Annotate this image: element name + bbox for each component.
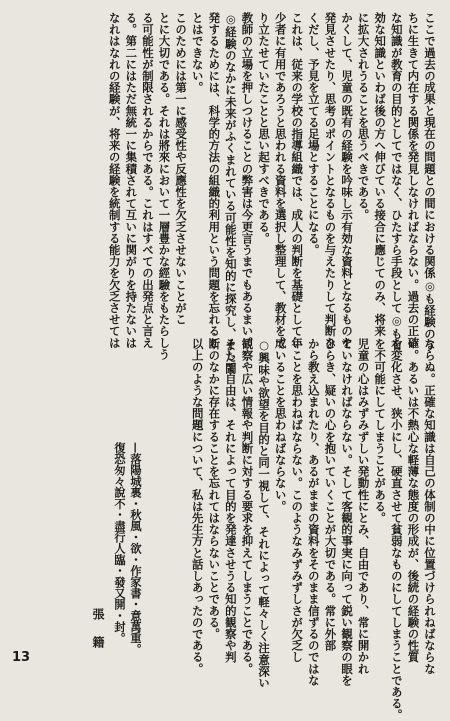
text-line: から教え込まれたり、あるがままの資料をそのまま信ずるのではな	[306, 338, 321, 686]
page-number: 13	[12, 650, 31, 665]
text-line: 断のなかに存在することを忘れてはならないことである。	[207, 338, 222, 640]
text-line: いことを思わねばならない。このようなみずみずしさが欠乏し	[290, 338, 305, 663]
bottom-text-block	[189, 338, 438, 721]
text-line: とはできない。	[190, 12, 205, 94]
poem-block	[112, 442, 144, 655]
text-line: る。第二にはただ無統一に集積されて互いに関がりを持たないは	[124, 12, 139, 349]
text-line: を変化させ、狭小にし、硬直させて貧弱なものにしてしまうことである。	[389, 338, 404, 721]
text-line: 児童の心はみずみずしい発動性にとみ、自由であり、常に開かれ	[356, 338, 371, 675]
text-line: このためには第一に感受性や反應性を欠乏させないことがこ	[174, 12, 189, 326]
text-line: 発見させたり、思考のポイントとなるものを与えたりして判断を	[323, 12, 338, 349]
poem-line: —落陽城裏・秋風・欲・作家書・意萬重。	[129, 442, 143, 655]
text-line: ◎経験のなかに未来がふくまれている可能性を知的に探究し、また閾	[223, 12, 238, 375]
text-line: 効な知識といわば後の方へ伸びている接合に應じてのみ、将来	[373, 12, 388, 337]
text-line: ならぬ。正確な知識は自己の体制の中に位置づけられねばならな	[423, 338, 437, 675]
poem-line: 復恐匆々說不・盡行人臨・發又開・封。	[113, 442, 127, 644]
poem-author: 張 籍	[91, 608, 105, 655]
text-line: そして自由は、それによって目的を発達させうる知的観察や判	[223, 338, 238, 663]
text-line: ここで過去の成果と現在の問題との間における関係◎も経験のう	[423, 12, 437, 351]
top-text-block	[106, 12, 438, 375]
text-line: 観察や広い情報や判断に対する要求を抑えてしまうことである。	[240, 338, 255, 675]
text-line: ○興味や欲望を目的と同一視して、それによって軽々しく注意深い	[257, 338, 272, 689]
text-line: り立たせていたことと思い起すべきである。	[257, 12, 272, 244]
text-line: とに大切である。それは將來において一層豊かな經驗をもたらしう	[157, 12, 172, 360]
text-line: ていることを思わねばならない。	[273, 338, 288, 512]
text-line: な知識が教育の目的としてではなく、ひたすら手段として◎も有	[389, 12, 404, 351]
text-line: 少者に有用であろうと思われる資料を選択し整理して、教材を成	[273, 12, 288, 349]
text-line: 発するためには、科学的方法の組織的利用という問題を忘れるこ	[207, 12, 222, 349]
text-line: ひらき、疑いの心を抱いていくことが大切である。常に外部	[323, 338, 338, 652]
text-line: い。あるいは不熱心な軽薄な態度の形成が、後続の経験の性質	[406, 338, 421, 663]
text-line: くだし、予見を立てる足場とすることになる。	[306, 12, 321, 256]
text-line: かくして、児童の既有の経験を吟味し示有効な資料となるものを	[340, 12, 355, 349]
text-line: に拡大されうることを思うべきである。	[356, 12, 371, 221]
text-line: なれはなれの経験が、将来の経験を統制する能力を欠乏させては	[107, 12, 122, 349]
text-line: ていなければならない。そして客観的事実に向って鋭い観察の眼を	[340, 338, 355, 686]
text-line: 以上のような問題について、私は先生方と話しあったのである。	[190, 338, 205, 675]
text-line: 教師の立場を押しつけることの弊害は今更言うまでもあるまい。	[240, 12, 255, 349]
text-line: を不可能にしてしまうことがある。	[373, 338, 388, 524]
text-line: る可能性が制限されるからである。これはすべての出発点と言え	[140, 12, 155, 349]
text-line: これは、従来の学校の指導組織では、成人の判断を基礎として年	[290, 12, 305, 349]
text-line: ちに生きて内在する関係を発見しなければならない。過去の正確	[406, 12, 421, 349]
